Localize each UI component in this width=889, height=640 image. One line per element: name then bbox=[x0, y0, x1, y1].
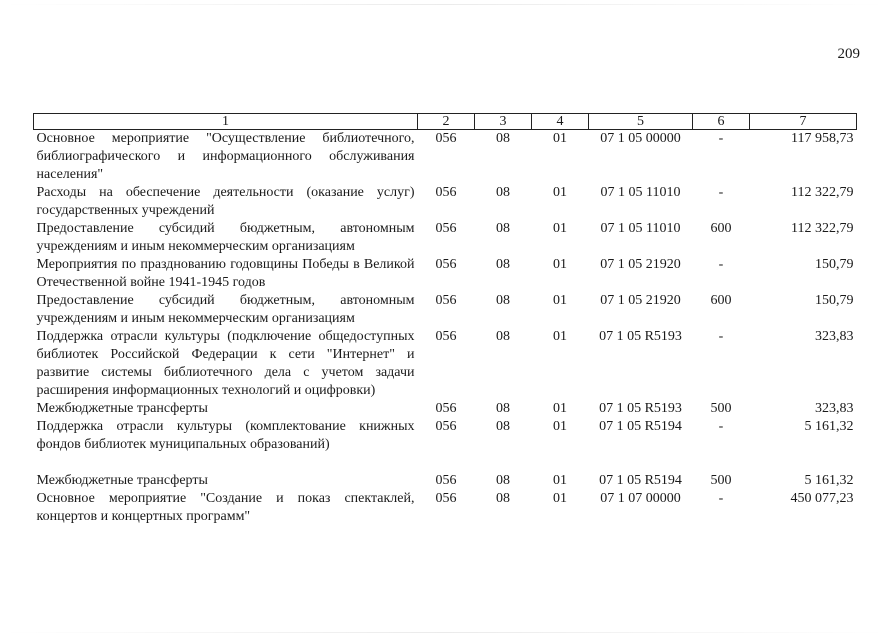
subsection-code: 01 bbox=[553, 491, 567, 506]
target-article: 07 1 05 R5193 bbox=[599, 401, 682, 416]
amount: 323,83 bbox=[815, 329, 854, 344]
target-article: 07 1 05 21920 bbox=[600, 257, 681, 272]
ministry-code: 056 bbox=[435, 131, 457, 146]
target-article: 07 1 05 R5193 bbox=[599, 329, 682, 344]
section-code: 08 bbox=[496, 491, 510, 506]
section-code: 08 bbox=[496, 257, 510, 272]
amount: 323,83 bbox=[815, 401, 854, 416]
target-article: 07 1 05 00000 bbox=[600, 131, 681, 146]
section-code: 08 bbox=[496, 293, 510, 308]
table-row bbox=[34, 328, 857, 400]
amount: 112 322,79 bbox=[791, 185, 854, 200]
ministry-code: 056 bbox=[435, 185, 457, 200]
expense-name: Межбюджетные трансферты bbox=[36, 473, 208, 488]
ministry-code: 056 bbox=[435, 221, 457, 236]
expense-type: - bbox=[718, 185, 724, 200]
table-row bbox=[34, 418, 857, 454]
target-article: 07 1 07 00000 bbox=[600, 491, 681, 506]
section-code: 08 bbox=[496, 419, 510, 434]
expense-type: 500 bbox=[710, 473, 732, 488]
ministry-code: 056 bbox=[435, 293, 457, 308]
amount: 150,79 bbox=[815, 257, 854, 272]
table-row bbox=[34, 400, 857, 418]
expense-type: 600 bbox=[710, 221, 732, 236]
header-row bbox=[34, 114, 857, 130]
table-row bbox=[34, 292, 857, 328]
ministry-code: 056 bbox=[435, 491, 457, 506]
table-row bbox=[34, 256, 857, 292]
expense-type: 500 bbox=[710, 401, 732, 416]
target-article: 07 1 05 21920 bbox=[600, 293, 681, 308]
subsection-code: 01 bbox=[553, 473, 567, 488]
ministry-code: 056 bbox=[435, 473, 457, 488]
column-header: 1 bbox=[34, 114, 418, 130]
ministry-code: 056 bbox=[435, 257, 457, 272]
subsection-code: 01 bbox=[553, 419, 567, 434]
amount: 117 958,73 bbox=[791, 131, 854, 146]
section-code: 08 bbox=[496, 329, 510, 344]
expense-type: - bbox=[718, 257, 724, 272]
ministry-code: 056 bbox=[435, 419, 457, 434]
subsection-code: 01 bbox=[553, 257, 567, 272]
table-row bbox=[34, 490, 857, 526]
expense-name: Поддержка отрасли культуры (комплектование книжных фондов библиотек муниципальных образований) bbox=[36, 419, 415, 452]
table-row bbox=[34, 472, 857, 490]
expense-type: - bbox=[718, 491, 724, 506]
subsection-code: 01 bbox=[553, 131, 567, 146]
subsection-code: 01 bbox=[553, 329, 567, 344]
target-article: 07 1 05 11010 bbox=[600, 185, 681, 200]
ministry-code: 056 bbox=[435, 401, 457, 416]
subsection-code: 01 bbox=[553, 221, 567, 236]
expense-name: Основное мероприятие "Создание и показ спектаклей, концертов и концертных программ" bbox=[36, 491, 415, 524]
ministry-code: 056 bbox=[435, 329, 457, 344]
target-article: 07 1 05 R5194 bbox=[599, 473, 682, 488]
expense-name: Предоставление субсидий бюджетным, автономным учреждениям и иным некоммерческим организациям bbox=[36, 221, 415, 254]
column-header: 4 bbox=[532, 114, 589, 130]
column-header: 7 bbox=[750, 114, 857, 130]
column-header: 2 bbox=[418, 114, 475, 130]
expense-type: - bbox=[718, 329, 724, 344]
section-code: 08 bbox=[496, 473, 510, 488]
subsection-code: 01 bbox=[553, 293, 567, 308]
section-code: 08 bbox=[496, 401, 510, 416]
section-code: 08 bbox=[496, 185, 510, 200]
expense-type: 600 bbox=[710, 293, 732, 308]
expense-name: Мероприятия по празднованию годовщины Победы в Великой Отечественной войне 1941-1945 годов bbox=[36, 257, 415, 290]
target-article: 07 1 05 11010 bbox=[600, 221, 681, 236]
expense-name: Основное мероприятие "Осуществление библиотечного, библиографического и информационного обслуживания населения" bbox=[36, 131, 415, 182]
table-row bbox=[34, 184, 857, 220]
target-article: 07 1 05 R5194 bbox=[599, 419, 682, 434]
column-header: 5 bbox=[589, 114, 693, 130]
expense-name: Расходы на обеспечение деятельности (оказание услуг) государственных учреждений bbox=[36, 185, 415, 218]
spacer-row bbox=[34, 454, 857, 472]
amount: 150,79 bbox=[815, 293, 854, 308]
expense-type: - bbox=[718, 419, 724, 434]
subsection-code: 01 bbox=[553, 185, 567, 200]
column-header: 3 bbox=[475, 114, 532, 130]
page-number: 209 bbox=[837, 46, 860, 62]
expense-name: Предоставление субсидий бюджетным, автономным учреждениям и иным некоммерческим организациям bbox=[36, 293, 415, 326]
section-code: 08 bbox=[496, 221, 510, 236]
amount: 5 161,32 bbox=[804, 419, 854, 434]
budget-table bbox=[33, 113, 857, 526]
column-header: 6 bbox=[693, 114, 750, 130]
expense-name: Межбюджетные трансферты bbox=[36, 401, 208, 416]
amount: 450 077,23 bbox=[790, 491, 854, 506]
table-row bbox=[34, 130, 857, 185]
subsection-code: 01 bbox=[553, 401, 567, 416]
table-row bbox=[34, 220, 857, 256]
expense-type: - bbox=[718, 131, 724, 146]
section-code: 08 bbox=[496, 131, 510, 146]
amount: 112 322,79 bbox=[791, 221, 854, 236]
expense-name: Поддержка отрасли культуры (подключение общедоступных библиотек Российской Федерации к сети "Интернет" и развитие системы библиотечного дела с учетом задачи расширения информационных технологий и оцифровки) bbox=[36, 329, 415, 398]
amount: 5 161,32 bbox=[804, 473, 854, 488]
